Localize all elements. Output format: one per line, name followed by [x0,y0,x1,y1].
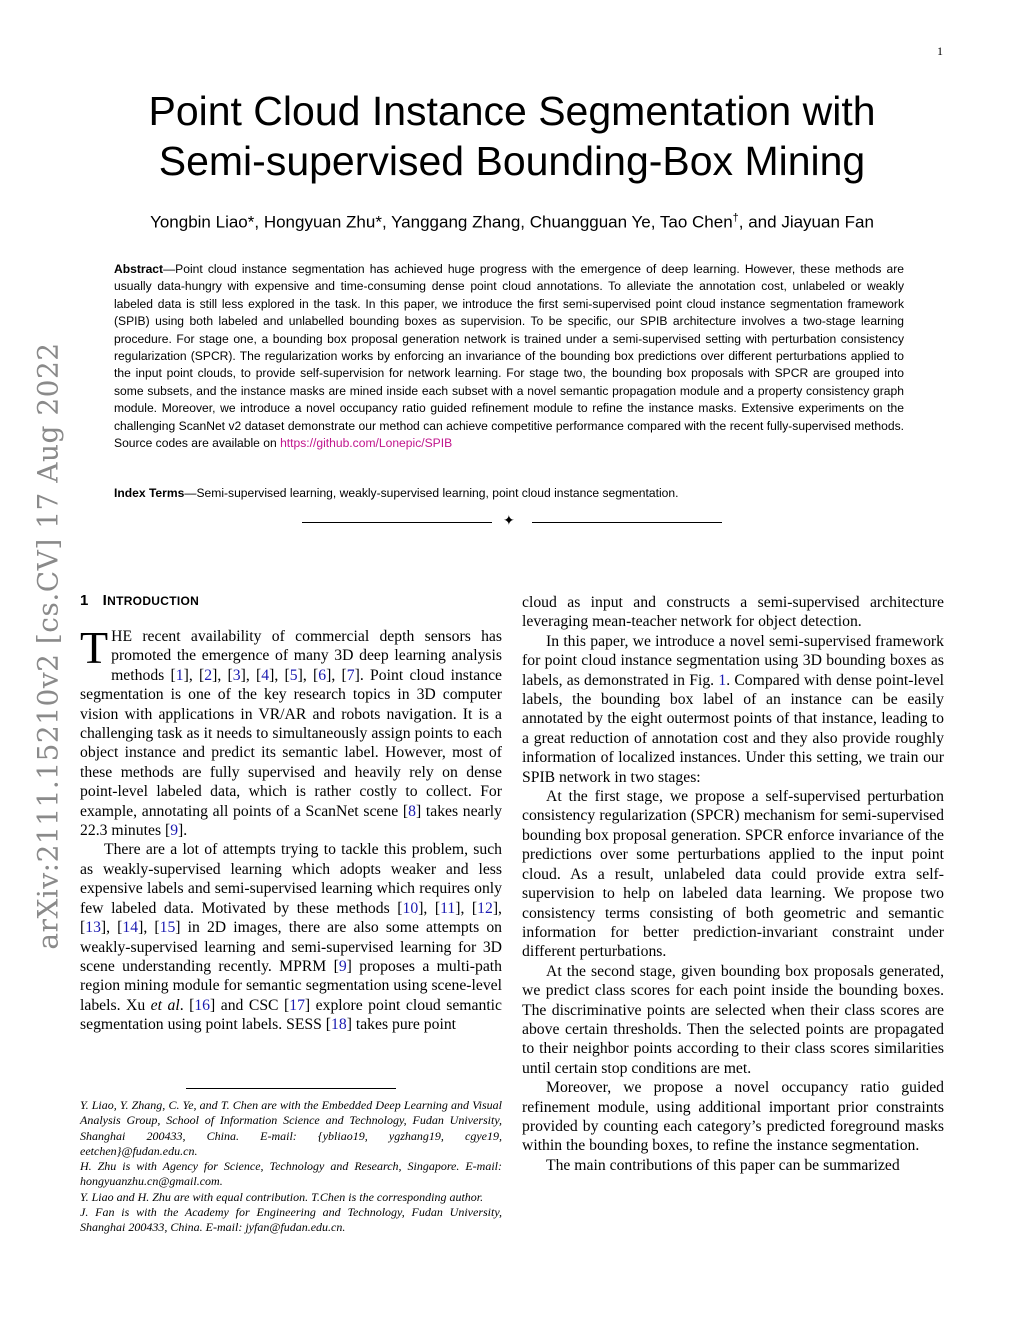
right-paragraph-5: Moreover, we propose a novel occupancy ratio guided refinement module, using additional important prior constraints provided by counting each category’s predicted foreground masks within the bounding boxes, to refine the instance segmentation. [522,1079,944,1155]
lead-word: HE [111,628,133,645]
divider-line-right [532,522,722,523]
footnotes [80,1098,502,1236]
citation-link[interactable]: 16 [194,996,211,1014]
intro-paragraph-1 [80,622,502,840]
text-run: ], [ [240,666,262,684]
citation-link[interactable]: 5 [289,666,298,684]
text-run: ] in 2D images, there are also some attempts on weakly-supervised learning and semi-supervised learning for 3D scene understanding recently. MPRM [ [80,919,503,975]
abstract-text: —Point cloud instance segmentation has achieved huge progress with the emergence of deep learning. However, these methods are usually data-hungry with expensive and time-consuming dense point cloud annotations. To alleviate the annotation cost, unlabeled or weakly labeled data is still less explored in the task. In this paper, we introduce the first semi-supervised point cloud instance segmentation framework (SPIB) using both labeled and unlabelled bounding boxes as supervision. To be specific, our SPIB architecture involves a two-stage learning procedure. For stage one, a bounding box proposal generation network is trained under a semi-supervised setting with perturbation consistency regularization (SPCR). The regularization works by enforcing an invariance of the bounding box predictions over different perturbations applied to the input point clouds, to provide self-supervision for network learning. For stage two, the bounding box proposals with SPCR are grouped into some subsets, and the instance masks are mined inside each subset with a novel semantic propagation module and a property consistency graph module. Moreover, we introduce a novel occupancy ratio guided refinement module to refine the instance masks. Extensive experiments on the challenging ScanNet v2 dataset demonstrate our method can achieve competitive performance compared with the recent fully-supervised methods. Source codes are available on [114,262,904,451]
text-run: ]. [178,822,188,840]
footnote-affiliation-3: J. Fan is with the Academy for Engineering and Technology, Fudan University, Shanghai 200433, China. E-mail: jyfan@fudan.edu.cn. [80,1205,502,1235]
text-run: ] takes pure point [346,1016,457,1034]
text-run: ], [ [455,899,478,917]
text-run: There are a lot of attempts trying to tackle this problem, such as weakly-supervised learning which adopts weaker and less expensive labels and semi-supervised learning which requires only few labeled data. Motivated by these methods [ [80,841,502,917]
text-run: ], [ [80,899,502,937]
right-column [522,593,944,1175]
abstract-label: Abstract [114,262,164,276]
authors-last: , and Jiayuan Fan [738,212,874,232]
title-line-2: Semi-supervised Bounding-Box Mining [158,138,866,184]
right-paragraph-2 [522,632,944,787]
citation-link[interactable]: 7 [346,666,355,684]
text-run: ] explore point cloud semantic segmentation using point labels. SESS [ [80,996,502,1034]
citation-link[interactable]: 11 [440,899,456,917]
drop-cap: T [80,622,109,673]
citation-link[interactable]: 10 [402,899,419,917]
et-al: et al [150,996,180,1014]
text-run: ], [ [269,666,290,684]
section-number: 1 [80,592,89,609]
paper-title [0,86,1024,186]
citation-link[interactable]: 4 [261,666,270,684]
section-title-initial: I [102,592,108,609]
text-run: ] and CSC [ [210,996,290,1014]
text-run: ], [ [138,919,160,937]
right-paragraph-1: cloud as input and constructs a semi-supervised architecture leveraging mean-teacher network for object detection. [522,594,944,631]
text-run: In this paper, we introduce a novel semi-supervised framework for point cloud instance segmentation using 3D bounding boxes as labels, as demonstrated in Fig. [522,632,944,689]
text-run: ]. Point cloud instance segmentation is one of the key research topics in 3D computer vision with applications in VR/AR and robots navigation. It is a challenging task as it needs to simultaneously assign points to each object instance and predict its semantic label. However, most of these methods are fully supervised and heavily rely on dense point-level labeled data, which is rather costly to collect. For example, annotating all points of a ScanNet scene [ [80,666,502,820]
citation-link[interactable]: 18 [331,1016,347,1034]
section-title-rest: NTRODUCTION [107,594,200,608]
footnote-rule [186,1088,396,1089]
text-run: . [ [179,996,195,1014]
intro-paragraph-2 [80,840,502,1034]
title-line-1: Point Cloud Instance Segmentation with [148,88,876,134]
citation-link[interactable]: 1 [175,666,184,684]
citation-link[interactable]: 13 [85,919,101,937]
index-terms [114,486,904,500]
citation-link[interactable]: 15 [159,919,176,937]
footnote-affiliation-2: H. Zhu is with Agency for Science, Technology and Research, Singapore. E-mail: hongyuanzhu.cn@gmail.com. [80,1159,502,1189]
footnote-equal-contribution: Y. Liao and H. Zhu are with equal contribution. T.Chen is the corresponding author. [80,1189,484,1204]
arxiv-identifier: arXiv:2111.15210v2 [cs.CV] 17 Aug 2022 [31,342,65,950]
index-terms-text: —Semi-supervised learning, weakly-supervised learning, point cloud instance segmentation. [184,486,679,500]
text-run: ] takes nearly 22.3 minutes [ [80,802,502,840]
citation-link[interactable]: 9 [338,957,347,975]
citation-link[interactable]: 6 [318,666,327,684]
right-paragraph-6: The main contributions of this paper can be summarized [546,1156,900,1174]
authors-main: Yongbin Liao*, Hongyuan Zhu*, Yanggang Zhang, Chuangguan Ye, Tao Chen [150,212,733,232]
divider-line-left [302,522,492,523]
citation-link[interactable]: 9 [170,822,179,840]
citation-link[interactable]: 3 [232,666,241,684]
text-run: ], [ [326,666,347,684]
author-list [0,212,1024,233]
text-run: ] proposes a multi-path region mining module for semantic segmentation using scene-level labels. Xu [80,957,502,1014]
section-heading [80,592,199,609]
index-terms-label: Index Terms [114,486,185,500]
text-run: ], [ [297,666,319,684]
figure-link[interactable]: 1 [718,671,727,689]
text-run: . Compared with dense point-level labels, the bounding box label of an instance can be easily annotated by the eight outermost points of that instance, leading to a great reduction of annotation cost and they also provide roughly information of localized instances. Under this setting, we train our SPIB network in two stages: [522,671,944,786]
text-run: ], [ [418,899,441,917]
page-number: 1 [937,44,943,58]
right-paragraph-4: At the second stage, given bounding box proposals generated, we predict class scores for each point inside the bounding boxes. The discriminative points are selected when their class scores are above certain thresholds. Then the selected points are propagated to their neighbor points according to their class scores similarities until certain stop conditions are met. [522,962,944,1077]
dagger-mark: † [732,212,739,224]
abstract [114,261,904,452]
citation-link[interactable]: 12 [477,899,493,917]
text-run: ], [ [100,919,123,937]
text-run: ], [ [183,666,205,684]
right-paragraph-3: At the first stage, we propose a self-supervised perturbation consistency regularization (SPCR) mechanism for semi-supervised bounding box proposal generation. SPCR enforce invariance of the predictions over some perturbations applied to the input point cloud. As a result, unlabeled data could provide extra self-supervision to help on labeled data learning. We propose two consistency terms consisting of both geometric and semantic information for better prediction-invariant constraint under different perturbations. [522,788,944,961]
citation-link[interactable]: 8 [408,802,416,820]
text-run: ], [ [212,666,233,684]
source-code-link[interactable]: https://github.com/Lonepic/SPIB [280,436,453,451]
section-divider [0,514,1024,532]
divider-diamond-icon: ✦ [503,513,515,529]
citation-link[interactable]: 14 [122,919,139,937]
citation-link[interactable]: 2 [204,666,213,684]
footnote-affiliation-1: Y. Liao, Y. Zhang, C. Ye, and T. Chen are with the Embedded Deep Learning and Visual Analysis Group, School of Information Science and Technology, Fudan University, Shanghai 200433, China. E-mail: {ybliao19, ygzhang19, cgye19, eetchen}@fudan.edu.cn. [80,1098,502,1158]
citation-link[interactable]: 17 [289,996,305,1014]
text-run: recent availability of commercial depth sensors has promoted the emergence of many 3D deep learning analysis methods [ [111,628,502,684]
left-column [80,622,503,1035]
